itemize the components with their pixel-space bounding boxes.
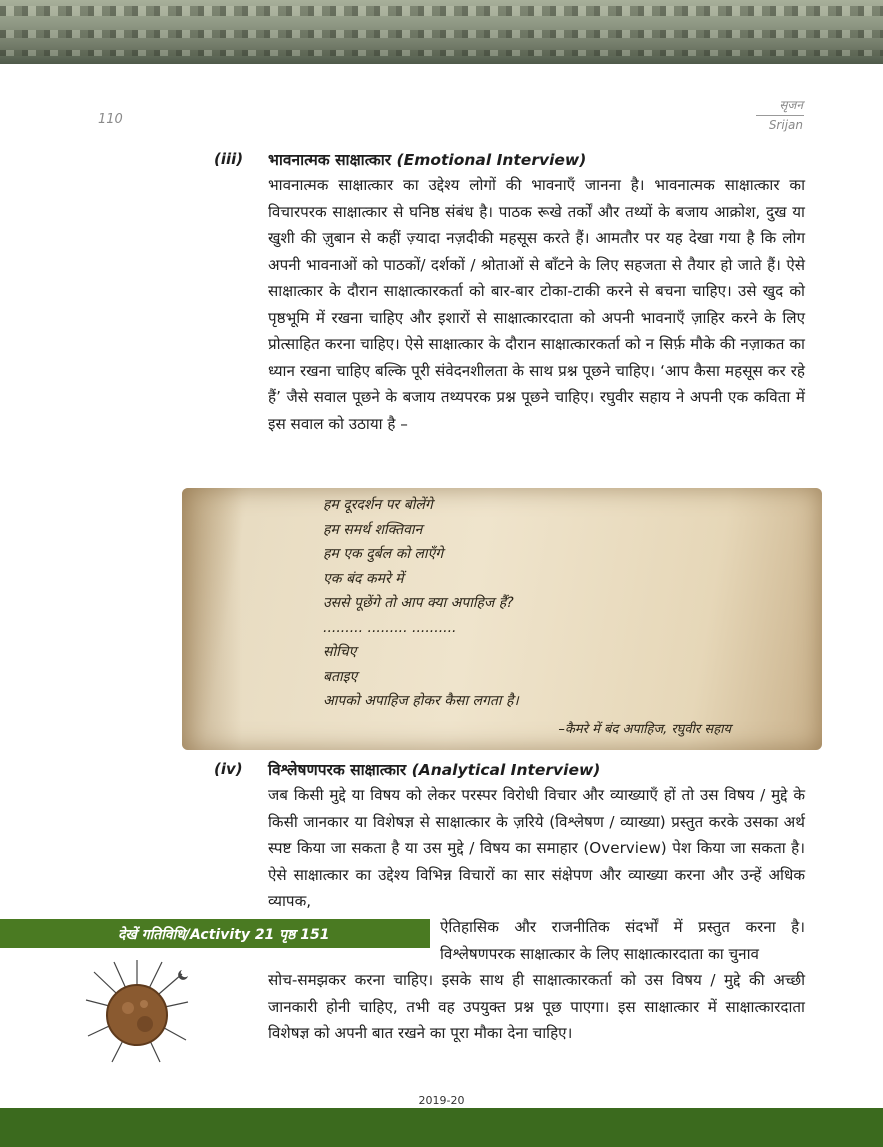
poem-line: ......... ......... .......... bbox=[323, 619, 457, 636]
section-3-heading bbox=[268, 148, 586, 170]
header-divider bbox=[756, 115, 804, 116]
section-4-heading bbox=[268, 758, 600, 780]
section-3-heading-hindi: भावनात्मक साक्षात्कार bbox=[268, 151, 392, 169]
poem-line: हम दूरदर्शन पर बोलेंगे bbox=[323, 497, 433, 513]
section-4-number: (iv) bbox=[214, 760, 243, 778]
poem-line: आपको अपाहिज होकर कैसा लगता है। bbox=[323, 693, 519, 709]
section-4-heading-hindi: विश्लेषणपरक साक्षात्कार bbox=[268, 761, 407, 779]
section-4-heading-english: (Analytical Interview) bbox=[411, 761, 601, 779]
sun-arrows-emblem-icon bbox=[82, 958, 192, 1068]
section-3-number: (iii) bbox=[214, 150, 244, 168]
poem-block bbox=[323, 493, 519, 714]
poem-line: सोचिए bbox=[323, 644, 357, 660]
book-title-hindi: सृजन bbox=[779, 98, 803, 112]
poem-line: उससे पूछेंगे तो आप क्या अपाहिज हैं? bbox=[323, 595, 514, 611]
section-3-heading-english: (Emotional Interview) bbox=[396, 151, 587, 169]
section-3-paragraph: भावनात्मक साक्षात्कार का उद्देश्य लोगों की भावनाएँ जानना है। भावनात्मक साक्षात्कार का विचारपरक साक्षात्कार से घनिष्ठ संबंध है। पाठक रूखे तर्कों और तथ्यों के बजाय आक्रोश, दुख या खुशी की ज़ुबान से कहीं ज़्यादा नज़दीकी महसूस करते हैं। आमतौर पर यह देखा गया है कि लोग अपनी भावनाओं को पाठकों/ दर्शकों / श्रोताओं से बाँटने के लिए सहजता से तैयार हो जाते हैं। ऐसे साक्षात्कार के दौरान साक्षात्कारकर्ता को बार-बार टोका-टाकी करने से बचना चाहिए। उसे खुद को पृष्ठभूमि में रखना चाहिए और इशारों से साक्षात्कारदाता को अपनी भावनाएँ ज़ाहिर करने के लिए प्रोत्साहित करना चाहिए। ऐसे साक्षात्कार के दौरान साक्षात्कारकर्ता को न सिर्फ़ मौके की नज़ाकत का ध्यान रखना चाहिए बल्कि पूरी संवेदनशीलता के साथ प्रश्न पूछने चाहिए। ‘आप कैसा महसूस कर रहे हैं’ जैसे सवाल पूछने के बजाय तथ्यपरक प्रश्न पूछने चाहिए। रघुवीर सहाय ने अपनी एक कविता में इस सवाल को उठाया है – bbox=[268, 176, 805, 433]
section-4-paragraph-top: जब किसी मुद्दे या विषय को लेकर परस्पर विरोधी विचार और व्याख्याएँ हों तो उस विषय / मुद्दे के किसी जानकार या विशेषज्ञ से साक्षात्कार के ज़रिये (विश्लेषण / व्याख्या) प्रस्तुत करके उसका अर्थ स्पष्ट किया जा सकता है या उस मुद्दे / विषय का समाहार (Overview) पेश किया जा सकता है। ऐसे साक्षात्कार का उद्देश्य विभिन्न विचारों का सार संक्षेपण और व्याख्या करना और उन्हें अधिक व्यापक, bbox=[268, 786, 805, 910]
section-4-paragraph-mid: ऐतिहासिक और राजनीतिक संदर्भों में प्रस्तुत करना है। विश्लेषणपरक साक्षात्कार के लिए साक्षात्कारदाता का चुनाव bbox=[440, 918, 805, 963]
poem-line: एक बंद कमरे में bbox=[323, 570, 404, 587]
poem-source: –कैमरे में बंद अपाहिज, रघुवीर सहाय bbox=[558, 722, 731, 737]
book-title-english: Srijan bbox=[768, 118, 803, 132]
section-4-paragraph-bottom: सोच-समझकर करना चाहिए। इसके साथ ही साक्षात्कारकर्ता को उस विषय / मुद्दे की अच्छी जानकारी होनी चाहिए, तभी वह उपयुक्त प्रश्न पूछ पाएगा। इस साक्षात्कार में साक्षात्कारदाता विशेषज्ञ को अपनी बात रखने का पूरा मौका देना चाहिए। bbox=[268, 971, 805, 1042]
footer-year: 2019-20 bbox=[418, 1094, 465, 1107]
page-number: 110 bbox=[98, 112, 123, 127]
footer-bar bbox=[0, 1108, 883, 1147]
poem-line: हम समर्थ शक्तिवान bbox=[323, 521, 423, 538]
activity-reference: देखें गतिविधि/Activity 21 पृष्ठ 151 bbox=[118, 927, 330, 943]
poem-line: हम एक दुर्बल को लाएँगे bbox=[323, 546, 444, 562]
poem-line: बताइए bbox=[323, 668, 358, 685]
decorative-stone-banner bbox=[0, 0, 883, 64]
